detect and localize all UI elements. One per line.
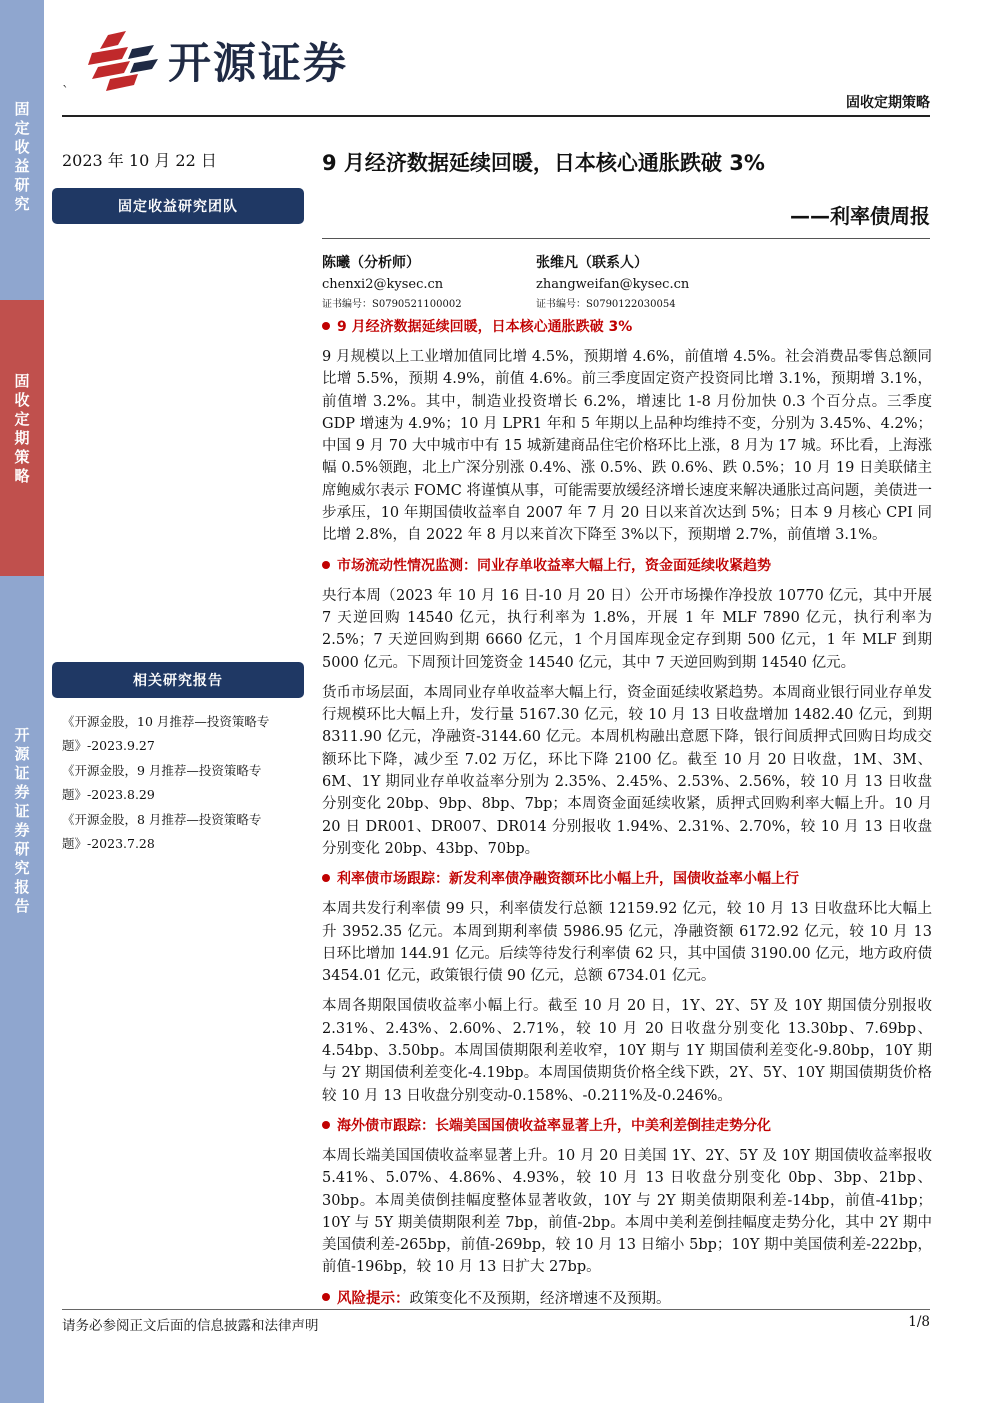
risk-text: 政策变化不及预期，经济增速不及预期。 [409, 1290, 671, 1307]
section-paragraph: 本周共发行利率债 99 只，利率债发行总额 12159.92 亿元，较 10 月 13 日收盘环比大幅上升 3952.35 亿元。本周到期利率债 5986.95 亿元，净融资额 6172.92 亿元，较 10 月 13 日环比增加 144.91 亿元。后续等待发行利率债 62 只，其中国债 3190.00 亿元，地方政府债 3454.01 亿元，政策银行债 90 亿元，总额 6734.01 亿元。 [322, 901, 932, 985]
risk-warning [322, 1287, 932, 1308]
team-label: 固定收益研究团队 [52, 188, 304, 224]
side-label-research-report: 开 源 证 券 证 券 研 究 报 告 [0, 576, 44, 1403]
related-report-item[interactable]: 《开源金股，10 月推荐—投资策略专题》-2023.9.27 [62, 714, 270, 753]
related-reports-label: 相关研究报告 [52, 662, 304, 698]
header-tick: ` [62, 84, 69, 100]
section-paragraph: 本周各期限国债收益率小幅上行。截至 10 月 20 日，1Y、2Y、5Y 及 10Y 期国债分别报收 2.31%、2.43%、2.60%、2.71%，较 10 月 20 日收盘分别变化 13.30bp、7.69bp、4.54bp、3.50bp。本周国债期限利差收窄，10Y 期与 1Y 期国债利差变化-9.80bp，10Y 期与 2Y 期国债利差变化-4.19bp。本周国债期货价格全线下跌，2Y、5Y、10Y 期国债期货价格较 10 月 13 日收盘分别变动-0.158%、-0.211%及-0.246%。 [322, 998, 932, 1104]
logo-text: 开源证券 [168, 39, 348, 89]
section-paragraph: 本周长端美国国债收益率显著上升。10 月 20 日美国 1Y、2Y、5Y 及 10Y 期国债收益率报收 5.41%、5.07%、4.86%、4.93%，较 10 月 13 日收盘分别变化 0bp、3bp、21bp、30bp。本周美债倒挂幅度整体显著收敛，10Y 与 2Y 期美债期限利差-14bp，前值-41bp；10Y 与 5Y 期美债期限利差 7bp，前值-2bp。本周中美利差倒挂幅度走势分化，其中 2Y 期中美国债利差-265bp，前值-269bp，较 10 月 13 日缩小 5bp；10Y 期中美国债利差-222bp，前值-196bp，较 10 月 13 日扩大 27bp。 [322, 1147, 932, 1276]
report-title: 9 月经济数据延续回暖，日本核心通胀跌破 3% [322, 151, 765, 175]
bullet-icon [322, 322, 330, 330]
page-number: 1/8 [908, 1314, 930, 1330]
author-name: 陈曦（分析师） [322, 255, 420, 271]
related-reports-list [62, 710, 308, 857]
risk-label: 风险提示： [337, 1290, 410, 1307]
bullet-icon [322, 561, 330, 569]
bullet-icon [322, 1121, 330, 1129]
report-date: 2023 年 10 月 22 日 [62, 151, 217, 170]
author-cert: 证书编号：S0790122030054 [536, 299, 676, 310]
author-cert: 证书编号：S0790521100002 [322, 299, 462, 310]
footer-disclaimer: 请务必参阅正文后面的信息披露和法律声明 [62, 1318, 319, 1334]
footer-divider [62, 1309, 930, 1310]
header-divider [62, 115, 930, 117]
report-subtitle: ——利率债周报 [790, 204, 930, 228]
section-heading: 市场流动性情况监测：同业存单收益率大幅上行，资金面延续收紧趋势 [322, 555, 932, 575]
company-logo [88, 30, 348, 91]
title-divider [322, 238, 930, 239]
side-bar [0, 0, 44, 1403]
author-block [536, 252, 689, 314]
related-report-item[interactable]: 《开源金股，9 月推荐—投资策略专题》-2023.8.29 [62, 763, 262, 802]
author-email[interactable]: chenxi2@kysec.cn [322, 277, 444, 292]
section-heading: 9 月经济数据延续回暖，日本核心通胀跌破 3% [322, 316, 932, 336]
section-heading: 利率债市场跟踪：新发利率债净融资额环比小幅上升，国债收益率小幅上行 [322, 868, 932, 888]
author-block [322, 252, 462, 314]
section-heading: 海外债市跟踪：长端美国国债收益率显著上升，中美利差倒挂走势分化 [322, 1115, 932, 1135]
section-paragraph: 9 月规模以上工业增加值同比增 4.5%，预期增 4.6%，前值增 4.5%。社会消费品零售总额同比增 5.5%，预期 4.9%，前值 4.6%。前三季度固定资产投资同比增 3.1%，预期增 3.1%，前值增 3.2%。其中，制造业投资增长 6.2%，增速比 1-8 月份加快 0.3 个百分点。三季度 GDP 增速为 4.9%；10 月 LPR1 年和 5 年期以上品种均维持不变，分别为 3.45%、4.2%；中国 9 月 70 大中城市中有 15 城新建商品住宅价格环比上涨，8 月为 17 城。环比看，上海涨幅 0.5%领跑，北上广深分别涨 0.4%、涨 0.5%、跌 0.6%、跌 0.5%；10 月 19 日美联储主席鲍威尔表示 FOMC 将谨慎从事，可能需要放缓经济增长速度来解决通胀过高问题，美债进一步承压，10 年期国债收益率自 2007 年 7 月 20 日以来首次达到 5%；日本 9 月核心 CPI 同比增 2.8%，自 2022 年 8 月以来首次下降至 3%以下，预期增 2.7%，前值增 3.1%。 [322, 349, 932, 544]
bullet-icon [322, 1293, 330, 1301]
report-category: 固收定期策略 [846, 95, 930, 111]
report-body [322, 316, 932, 1308]
bullet-icon [322, 874, 330, 882]
author-email[interactable]: zhangweifan@kysec.cn [536, 277, 690, 292]
side-label-fixed-income: 固 定 收 益 研 究 [0, 0, 44, 300]
side-label-strategy: 固 收 定 期 策 略 [0, 300, 44, 576]
related-report-item[interactable]: 《开源金股，8 月推荐—投资策略专题》-2023.7.28 [62, 812, 262, 851]
section-paragraph: 货币市场层面，本周同业存单收益率大幅上行，资金面延续收紧趋势。本周商业银行同业存单发行规模环比大幅上升，发行量 5167.30 亿元，较 10 月 13 日收盘增加 1482.40 亿元，到期 8311.90 亿元，净融资-3144.60 亿元。本周机构融出意愿下降，银行间质押式回购日均成交额环比下降，减少至 7.02 万亿，环比下降 2100 亿。截至 10 月 20 日收盘，1M、3M、6M、1Y 期同业存单收益率分别为 2.35%、2.45%、2.53%、2.56%，较 10 月 13 日收盘分别变化 20bp、9bp、8bp、7bp；本周资金面延续收紧，质押式回购利率大幅上升。10 月 20 日 DR001、DR007、DR014 分别报收 1.94%、2.31%、2.70%，较 10 月 13 日收盘分别变化 20bp、43bp、70bp。 [322, 684, 932, 857]
author-name: 张维凡（联系人） [536, 255, 648, 271]
section-paragraph: 央行本周（2023 年 10 月 16 日-10 月 20 日）公开市场操作净投放 10770 亿元，其中开展 7 天逆回购 14540 亿元，执行利率为 1.8%，开展 1 年 MLF 7890 亿元，执行利率为 2.5%；7 天逆回购到期 6660 亿元，1 个月国库现金定存到期 500 亿元，1 年 MLF 到期 5000 亿元。下周预计回笼资金 14540 亿元，其中 7 天逆回购到期 14540 亿元。 [322, 587, 932, 671]
logo-mark-icon [88, 31, 160, 91]
